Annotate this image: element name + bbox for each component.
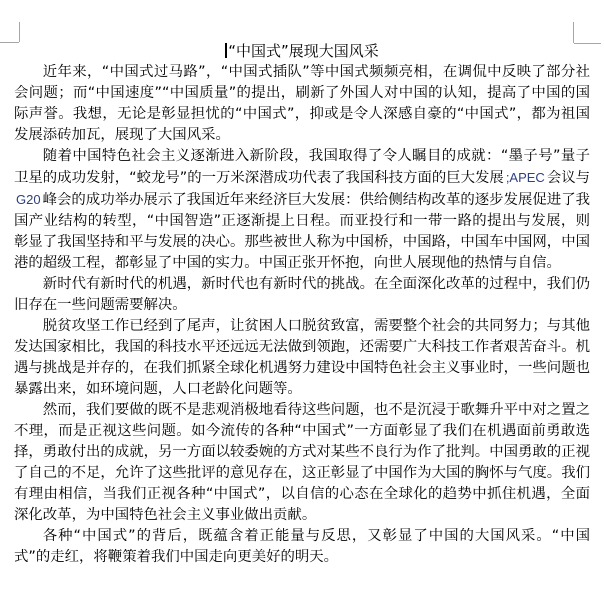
text-area[interactable] bbox=[14, 41, 590, 568]
text-cursor bbox=[225, 43, 227, 58]
paragraph bbox=[14, 400, 590, 526]
paragraph bbox=[14, 316, 590, 400]
document-title-line bbox=[14, 41, 590, 62]
text-run: 脱贫攻坚工作已经到了尾声，让贫困人口脱贫致富，需要整个社会的共同努力；与其他发达国家相比，我国的科技水平还远远无法做到领跑，还需要广大科技工作者艰苦奋斗。机遇与挑战是并存的，在我们抓紧全球化机遇努力建设中国特色社会主义事业时，一些问题也暴露出来，如环境问题，人口老龄化问题等。 bbox=[14, 318, 590, 397]
text-run: 峰会的成功举办展示了我国近年来经济巨大发展：供给侧结构改革的逐步发展促进了我国产业结构的转型，“中国智造”正逐渐提上日程。而亚投行和一带一路的提出与发展，则彰显了我国坚持和平与发展的决心。那些被世人称为中国桥，中国路，中国车中国网，中国港的超级工程，都彰显了中国的实力。中国正张开怀抱，向世人展现他的热情与自信。 bbox=[14, 192, 590, 271]
text-boundary-mark-top-left bbox=[19, 22, 20, 42]
paragraph bbox=[14, 146, 590, 274]
text-run: 随着中国特色社会主义逐渐进入新阶段，我国取得了令人瞩目的成就：“墨子号”量子卫星的成功发射，“蛟龙号”的一万米深潜成功代表了我国科技方面的巨大发展 bbox=[14, 148, 590, 186]
text-run: 然而，我们要做的既不是悲观消极地看待这些问题，也不是沉浸于歌舞升平中对之置之不理，而是正视这些问题。如今流传的各种“中国式”一方面彰显了我们在机遇面前勇敢选择，勇敢付出的成就，另一方面以较委婉的方式对某些不良行为作了批判。中国勇敢的正视了自己的不足，允许了这些批评的意见存在，这正彰显了中国作为大国的胸怀与气度。我们有理由相信，当我们正视各种“中国式”，以自信的心态在全球化的趋势中抓住机遇，全面深化改革，为中国特色社会主义事业做出贡献。 bbox=[14, 402, 590, 523]
paragraph bbox=[14, 274, 590, 316]
paragraph bbox=[14, 526, 590, 568]
body-paragraphs bbox=[14, 62, 590, 568]
latin-text-run: G20 bbox=[16, 192, 41, 207]
document-title: “中国式”展现大国风采 bbox=[228, 42, 379, 60]
paragraph bbox=[14, 62, 590, 146]
text-run: 近年来，“中国式过马路”，“中国式插队”等中国式频频亮相，在调侃中反映了部分社会问题；而“中国速度”“中国质量”的提出，刷新了外国人对中国的认知，提高了中国的国际声誉。我想，无论是彰显担忧的“中国式”，抑或是令人深感自豪的“中国式”，都为祖国发展添砖加瓦，展现了大国风采。 bbox=[14, 64, 590, 143]
text-boundary-mark-top-right bbox=[573, 22, 574, 43]
latin-text-run: ;APEC bbox=[505, 170, 545, 185]
text-run: 各种“中国式”的背后，既蕴含着正能量与反思，又彰显了中国的大国风采。“中国式”的走红，将鞭策着我们中国走向更美好的明天。 bbox=[14, 528, 590, 565]
text-run: 新时代有新时代的机遇，新时代也有新时代的挑战。在全面深化改革的过程中，我们仍旧存在一些问题需要解决。 bbox=[14, 276, 590, 313]
text-run: 会议与 bbox=[546, 170, 591, 186]
